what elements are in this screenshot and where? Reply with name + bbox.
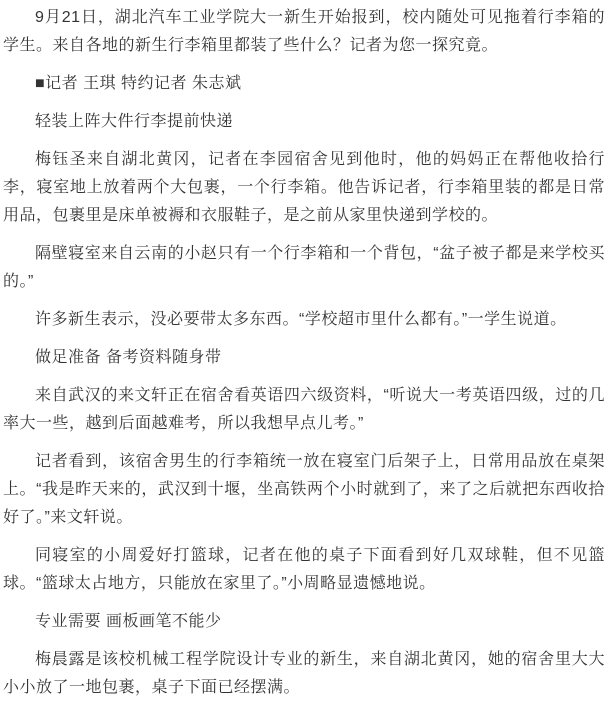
article-paragraph: 隔壁寝室来自云南的小赵只有一个行李箱和一个背包，“盆子被子都是来学校买的。”: [3, 245, 605, 290]
section-heading: 专业需要 画板画笔不能少: [35, 613, 222, 630]
section-art-supplies: [3, 608, 605, 702]
news-article: [3, 4, 605, 702]
section-luggage-shipping: [3, 108, 605, 334]
lead-paragraph: 9月21日，湖北汽车工业学院大一新生开始报到，校内随处可见拖着行李箱的学生。来自各地的新生行李箱里都装了些什么？记者为您一探究竟。: [3, 9, 605, 54]
article-paragraph: 许多新生表示，没必要带太多东西。“学校超市里什么都有。”一学生说道。: [35, 311, 567, 328]
section-exam-materials: [3, 344, 605, 598]
article-paragraph: 同寝室的小周爱好打篮球，记者在他的桌子下面看到好几双球鞋，但不见篮球。“篮球太占地方，只能放在家里了。”小周略显遗憾地说。: [3, 547, 605, 592]
article-paragraph: 来自武汉的来文轩正在宿舍看英语四六级资料，“听说大一考英语四级，过的几率大一些，越到后面越难考，所以我想早点儿考。”: [3, 387, 605, 432]
section-heading: 轻装上阵大件行李提前快递: [35, 113, 234, 130]
article-paragraph: 梅钰圣来自湖北黄冈，记者在李园宿舍见到他时，他的妈妈正在帮他收拾行李，寝室地上放着两个大包裹，一个行李箱。他告诉记者，行李箱里装的都是日常用品，包裹里是床单被褥和衣服鞋子，是之前从家里快递到学校的。: [3, 151, 605, 224]
article-paragraph: 梅晨露是该校机械工程学院设计专业的新生，来自湖北黄冈，她的宿舍里大大小小放了一地包裹，桌子下面已经摆满。: [3, 651, 605, 696]
article-paragraph: 记者看到，该宿舍男生的行李箱统一放在寝室门后架子上，日常用品放在桌架上。“我是昨天来的，武汉到十堰，坐高铁两个小时就到了，来了之后就把东西收拾好了。”来文轩说。: [3, 453, 605, 526]
section-heading: 做足准备 备考资料随身带: [35, 349, 222, 366]
byline: ■记者 王琪 特约记者 朱志斌: [35, 75, 242, 92]
